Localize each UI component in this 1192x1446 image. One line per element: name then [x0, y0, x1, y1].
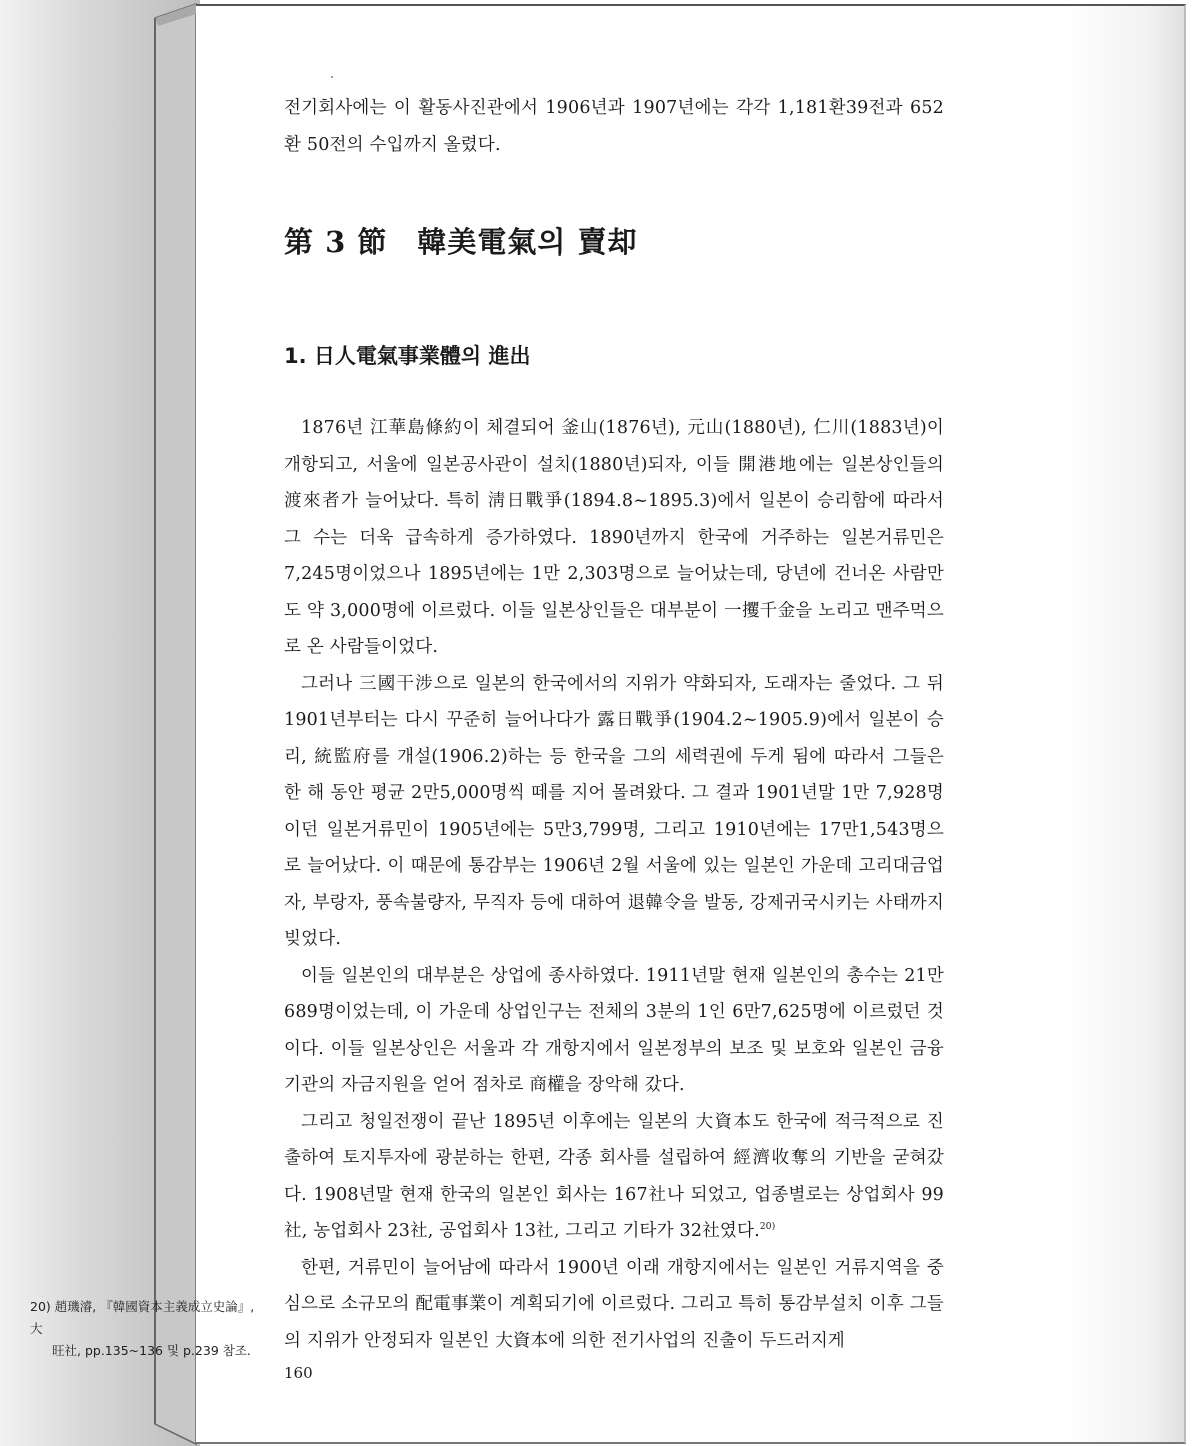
footnote [30, 1296, 270, 1362]
section-title: 第 3 節 韓美電氣의 賣却 [284, 225, 638, 259]
footnote-reference: 20) [759, 1222, 776, 1233]
footnote-line-1: 20) 趙璣濬, 『韓國資本主義成立史論』, 大 [30, 1299, 255, 1336]
book-spine-edge [0, 0, 200, 1446]
paragraph-2: 그러나 三國干涉으로 일본의 한국에서의 지위가 약화되자, 도래자는 줄었다. 그 뒤 1901년부터는 다시 꾸준히 늘어나다가 露日戰爭(1904.2~1905.9)에서 일본이 승리, 統監府를 개설(1906.2)하는 등 한국을 그의 세력권에 두게 됨에 따라서 그들은 한 해 동안 평균 2만5,000명씩 떼를 지어 몰려왔다. 그 결과 1901년말 1만 7,928명이던 일본거류민이 1905년에는 5만3,799명, 그리고 1910년에는 17만1,543명으로 늘어났다. 이 때문에 통감부는 1906년 2월 서울에 있는 일본인 가운데 고리대금업자, 부랑자, 풍속불량자, 무직자 등에 대하여 退韓令을 발동, 강제귀국시키는 사태까지 빚었다. [284, 673, 944, 949]
paragraph-4-text: 그리고 청일전쟁이 끝난 1895년 이후에는 일본의 大資本도 한국에 적극적으로 진출하여 토지투자에 광분하는 한편, 각종 회사를 설립하여 經濟收奪의 기반을 굳혀갔다. 1908년말 현재 한국의 일본인 회사는 167社나 되었고, 업종별로는 상업회사 99社, 농업회사 23社, 공업회사 13社, 그리고 기타가 32社였다. [284, 1111, 944, 1241]
paragraph-4 [284, 1104, 944, 1250]
page-shadow [1064, 6, 1184, 1442]
page-number: 160 [284, 1364, 313, 1382]
paragraph-3: 이들 일본인의 대부분은 상업에 종사하였다. 1911년말 현재 일본인의 총수는 21만689명이었는데, 이 가운데 상업인구는 전체의 3분의 1인 6만7,625명에 이르렀던 것이다. 이들 일본상인은 서울과 각 개항지에서 일본정부의 보조 및 보호와 일본인 금융기관의 자금지원을 얻어 점차로 商權을 장악해 갔다. [284, 965, 944, 1095]
intro-text: 전기회사에는 이 활동사진관에서 1906년과 1907년에는 각각 1,181환39전과 652환 50전의 수입까지 올렸다. [284, 98, 944, 155]
paragraph-5: 한편, 거류민이 늘어남에 따라서 1900년 이래 개항지에서는 일본인 거류지역을 중심으로 소규모의 配電事業이 계획되기에 이르렀다. 그리고 특히 통감부설치 이후 그들의 지위가 안정되자 일본인 大資本에 의한 전기사업의 진출이 두드러지게 [284, 1257, 944, 1351]
scan-speck [331, 76, 333, 78]
paragraph-1: 1876년 江華島條約이 체결되어 釜山(1876년), 元山(1880년), 仁川(1883년)이 개항되고, 서울에 일본공사관이 설치(1880년)되자, 이들 開港地에는 일본상인들의 渡來者가 늘어났다. 특히 淸日戰爭(1894.8~1895.3)에서 일본이 승리함에 따라서 그 수는 더욱 급속하게 증가하였다. 1890년까지 한국에 거주하는 일본거류민은 7,245명이었으나 1895년에는 1만 2,303명으로 늘어났는데, 당년에 건너온 사람만도 약 3,000명에 이르렀다. 이들 일본상인들은 대부분이 一攫千金을 노리고 맨주먹으로 온 사람들이었다. [284, 418, 944, 657]
footnote-line-2: 旺社, pp.135~136 및 p.239 참조. [52, 1343, 251, 1358]
intro-paragraph [284, 90, 944, 163]
main-body [284, 410, 944, 1359]
subsection-title: 1. 日人電氣事業體의 進出 [284, 344, 531, 368]
book-spine [0, 0, 200, 1446]
